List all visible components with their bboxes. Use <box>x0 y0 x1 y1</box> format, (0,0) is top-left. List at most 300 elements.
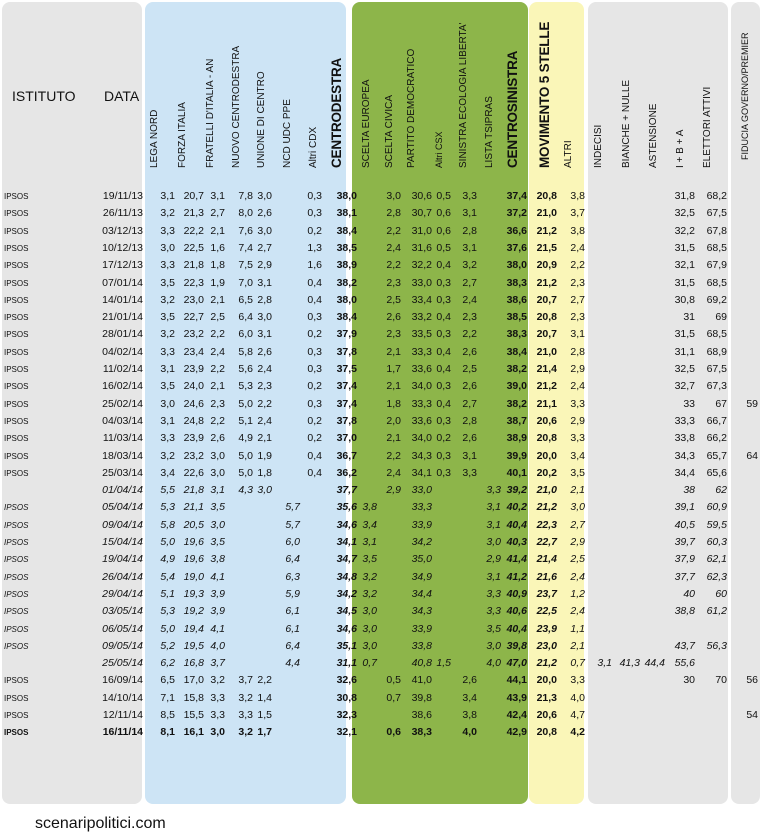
cell-value: 2,4 <box>570 380 585 393</box>
column-header <box>482 10 498 180</box>
cell-value: 2,6 <box>462 380 477 393</box>
cell-value: 0,3 <box>307 345 322 358</box>
cell-value: 38,8 <box>674 605 695 618</box>
cell-value: 3,4 <box>362 518 377 531</box>
cell-value: 60 <box>715 587 727 600</box>
cell-value: 21,0 <box>536 207 557 220</box>
cell-date: 18/03/14 <box>102 449 143 462</box>
cell-istituto: IPSOS <box>4 676 29 686</box>
cell-value: 20,6 <box>536 414 557 427</box>
column-header <box>591 10 607 180</box>
cell-value: 3,3 <box>160 432 175 445</box>
column-header-label: FORZA ITALIA <box>177 102 188 168</box>
cell-value: 62,3 <box>706 570 727 583</box>
cell-date: 07/01/14 <box>102 276 143 289</box>
cell-value: 43,7 <box>674 639 695 652</box>
cell-date: 03/12/13 <box>102 224 143 237</box>
cell-value: 2,1 <box>210 380 225 393</box>
column-header <box>537 10 553 180</box>
cell-value: 3,1 <box>160 363 175 375</box>
cell-istituto: IPSOS <box>4 416 29 426</box>
cell-value: 21,2 <box>536 224 557 237</box>
cell-value: 8,5 <box>160 709 175 721</box>
cell-istituto: IPSOS <box>4 434 29 444</box>
table-row <box>0 344 762 361</box>
cell-value: 2,7 <box>462 276 477 289</box>
cell-value: 38,4 <box>336 311 357 324</box>
cell-value: 2,4 <box>257 414 272 427</box>
cell-value: 34,1 <box>336 536 357 548</box>
cell-value: 20,7 <box>536 328 557 341</box>
cell-value: 22,2 <box>183 224 204 237</box>
cell-value: 35,6 <box>336 501 357 514</box>
cell-value: 23,9 <box>536 622 557 635</box>
cell-date: 15/04/14 <box>102 536 143 548</box>
cell-value: 21,6 <box>536 570 557 583</box>
cell-date: 09/05/14 <box>102 639 143 652</box>
cell-value: 3,1 <box>486 570 501 583</box>
table-row <box>0 309 762 326</box>
cell-value: 2,4 <box>386 466 401 479</box>
cell-value: 4,2 <box>570 726 585 739</box>
cell-date: 16/11/14 <box>102 726 143 739</box>
cell-value: 37,2 <box>506 207 527 220</box>
cell-value: 37,5 <box>336 363 357 375</box>
table-row <box>0 586 762 603</box>
cell-value: 5,0 <box>238 466 253 479</box>
cell-value: 20,2 <box>536 466 557 479</box>
cell-istituto: IPSOS <box>4 520 29 530</box>
cell-value: 23,2 <box>183 449 204 462</box>
cell-value: 4,4 <box>285 657 300 670</box>
cell-value: 22,7 <box>536 536 557 548</box>
cell-value: 0,4 <box>436 345 451 358</box>
table-row <box>0 361 762 378</box>
cell-istituto: IPSOS <box>4 728 29 738</box>
cell-value: 36,7 <box>336 449 357 462</box>
column-header-label: ASTENSIONE <box>648 103 659 168</box>
cell-value: 40,6 <box>506 605 527 618</box>
cell-value: 22,5 <box>183 241 204 254</box>
cell-value: 3,0 <box>362 622 377 635</box>
cell-istituto: IPSOS <box>4 330 29 340</box>
cell-value: 20,9 <box>536 259 557 272</box>
cell-value: 3,2 <box>210 674 225 687</box>
cell-istituto: IPSOS <box>4 451 29 461</box>
cell-value: 19,6 <box>183 553 204 566</box>
cell-value: 38 <box>683 484 695 497</box>
cell-value: 2,2 <box>462 328 477 341</box>
cell-value: 19,5 <box>183 639 204 652</box>
cell-value: 4,0 <box>462 726 477 739</box>
cell-value: 3,8 <box>462 709 477 721</box>
cell-value: 0,3 <box>436 276 451 289</box>
cell-value: 3,3 <box>486 605 501 618</box>
cell-value: 2,8 <box>257 293 272 306</box>
cell-value: 3,7 <box>238 674 253 687</box>
cell-value: 37,7 <box>336 484 357 497</box>
cell-value: 34,4 <box>674 466 695 479</box>
cell-value: 1,8 <box>210 259 225 272</box>
column-header <box>203 10 219 180</box>
cell-date: 26/11/13 <box>102 207 143 220</box>
cell-value: 2,3 <box>386 328 401 341</box>
cell-value: 21,2 <box>536 276 557 289</box>
cell-value: 37,4 <box>336 380 357 393</box>
cell-value: 3,5 <box>210 501 225 514</box>
cell-value: 60,9 <box>706 501 727 514</box>
cell-date: 25/02/14 <box>102 397 143 410</box>
cell-value: 3,1 <box>462 449 477 462</box>
cell-value: 40,8 <box>411 657 432 670</box>
cell-value: 38,4 <box>336 224 357 237</box>
cell-istituto: IPSOS <box>4 313 29 323</box>
cell-istituto: IPSOS <box>4 641 29 651</box>
cell-value: 0,2 <box>307 224 322 237</box>
cell-istituto: IPSOS <box>4 209 29 219</box>
cell-value: 4,3 <box>238 484 253 497</box>
cell-date: 26/04/14 <box>102 570 143 583</box>
cell-value: 20,8 <box>536 190 557 202</box>
cell-value: 2,8 <box>462 414 477 427</box>
cell-value: 33,4 <box>411 293 432 306</box>
cell-value: 22,5 <box>536 605 557 618</box>
cell-value: 38,3 <box>506 276 527 289</box>
cell-value: 38,1 <box>336 207 357 220</box>
table-row <box>0 672 762 689</box>
table-row <box>0 690 762 707</box>
cell-date: 14/01/14 <box>102 293 143 306</box>
cell-value: 40,5 <box>674 518 695 531</box>
cell-value: 3,0 <box>386 190 401 202</box>
cell-value: 0,4 <box>436 259 451 272</box>
cell-value: 34,6 <box>336 518 357 531</box>
cell-value: 20,7 <box>183 190 204 202</box>
cell-value: 2,3 <box>570 311 585 324</box>
cell-value: 20,8 <box>536 726 557 739</box>
column-header-label: CENTRODESTRA <box>329 57 344 168</box>
table-row <box>0 603 762 620</box>
cell-value: 41,2 <box>506 570 527 583</box>
cell-value: 35,1 <box>336 639 357 652</box>
cell-value: 2,4 <box>386 241 401 254</box>
cell-value: 5,5 <box>160 484 175 497</box>
cell-value: 0,3 <box>436 380 451 393</box>
cell-value: 0,7 <box>570 657 585 670</box>
cell-value: 4,0 <box>210 639 225 652</box>
table-row <box>0 240 762 257</box>
column-header-label: UNIONE DI CENTRO <box>256 71 267 168</box>
cell-date: 11/02/14 <box>102 363 143 375</box>
cell-value: 1,8 <box>257 466 272 479</box>
cell-value: 21,1 <box>183 501 204 514</box>
cell-value: 3,0 <box>160 397 175 410</box>
cell-value: 23,2 <box>183 328 204 341</box>
cell-value: 33,8 <box>411 639 432 652</box>
cell-istituto: IPSOS <box>4 572 29 582</box>
cell-date: 25/05/14 <box>102 657 143 670</box>
cell-value: 3,0 <box>570 501 585 514</box>
cell-value: 2,9 <box>570 536 585 548</box>
cell-value: 6,4 <box>285 553 300 566</box>
cell-value: 31,0 <box>411 224 432 237</box>
cell-value: 22,3 <box>183 276 204 289</box>
cell-value: 70 <box>715 674 727 687</box>
column-header-label: Altri CSX <box>434 131 444 168</box>
table-row <box>0 413 762 430</box>
cell-date: 14/10/14 <box>102 691 143 704</box>
cell-value: 3,1 <box>210 190 225 202</box>
table-row <box>0 292 762 309</box>
cell-value: 1,4 <box>257 691 272 704</box>
cell-value: 23,0 <box>536 639 557 652</box>
cell-value: 67 <box>715 397 727 410</box>
column-header <box>737 0 753 172</box>
column-header <box>404 10 420 180</box>
cell-value: 37,4 <box>506 190 527 202</box>
column-header-label: LEGA NORD <box>149 109 160 168</box>
cell-value: 23,7 <box>536 587 557 600</box>
cell-value: 67,8 <box>706 224 727 237</box>
cell-value: 1,6 <box>307 259 322 272</box>
cell-date: 09/04/14 <box>102 518 143 531</box>
cell-value: 2,6 <box>210 432 225 445</box>
cell-value: 32,1 <box>336 726 357 739</box>
cell-value: 23,0 <box>183 293 204 306</box>
cell-value: 2,0 <box>386 414 401 427</box>
cell-value: 3,0 <box>362 639 377 652</box>
column-header <box>673 10 689 180</box>
cell-value: 2,1 <box>386 345 401 358</box>
cell-value: 3,0 <box>486 639 501 652</box>
cell-value: 21,0 <box>536 484 557 497</box>
cell-value: 2,2 <box>386 224 401 237</box>
column-header-label: MOVIMENTO 5 STELLE <box>537 21 552 168</box>
column-header-label: PARTITO DEMOCRATICO <box>406 48 417 168</box>
cell-value: 31,6 <box>411 241 432 254</box>
cell-value: 2,1 <box>210 293 225 306</box>
cell-value: 21,8 <box>183 259 204 272</box>
cell-value: 2,2 <box>210 414 225 427</box>
cell-value: 23,9 <box>183 363 204 375</box>
cell-value: 37,9 <box>336 328 357 341</box>
cell-date: 17/12/13 <box>102 259 143 272</box>
cell-value: 42,9 <box>506 726 527 739</box>
cell-value: 39,9 <box>506 449 527 462</box>
cell-istituto: IPSOS <box>4 693 29 703</box>
cell-value: 3,5 <box>160 276 175 289</box>
cell-value: 60,3 <box>706 536 727 548</box>
cell-value: 40,4 <box>506 622 527 635</box>
cell-value: 65,6 <box>706 466 727 479</box>
cell-value: 3,0 <box>210 449 225 462</box>
cell-value: 3,2 <box>362 587 377 600</box>
column-header <box>431 10 447 180</box>
cell-value: 40 <box>683 587 695 600</box>
cell-value: 41,4 <box>506 553 527 566</box>
column-header <box>175 10 191 180</box>
column-header-label: NCD UDC PPE <box>282 99 293 168</box>
cell-value: 2,8 <box>386 207 401 220</box>
column-header <box>254 10 270 180</box>
cell-value: 0,2 <box>307 414 322 427</box>
cell-value: 3,8 <box>362 501 377 514</box>
cell-value: 0,6 <box>436 224 451 237</box>
cell-value: 38,0 <box>336 293 357 306</box>
cell-value: 1,2 <box>570 587 585 600</box>
cell-value: 41,3 <box>619 657 640 670</box>
cell-value: 0,2 <box>436 432 451 445</box>
cell-value: 20,8 <box>536 311 557 324</box>
cell-istituto: IPSOS <box>4 624 29 634</box>
cell-value: 4,0 <box>486 657 501 670</box>
cell-value: 2,8 <box>462 224 477 237</box>
cell-value: 0,2 <box>307 328 322 341</box>
cell-value: 2,1 <box>386 380 401 393</box>
cell-value: 30 <box>683 674 695 687</box>
cell-value: 38,5 <box>506 311 527 324</box>
table-row <box>0 188 762 205</box>
cell-value: 34,3 <box>411 449 432 462</box>
cell-value: 2,9 <box>386 484 401 497</box>
cell-value: 32,3 <box>336 709 357 721</box>
cell-value: 2,1 <box>570 639 585 652</box>
cell-value: 34,2 <box>336 587 357 600</box>
cell-value: 5,1 <box>238 414 253 427</box>
cell-value: 1,3 <box>307 241 322 254</box>
cell-value: 68,5 <box>706 241 727 254</box>
column-header-label: ALTRI <box>563 140 574 168</box>
cell-value: 2,5 <box>570 553 585 566</box>
cell-value: 0,3 <box>436 414 451 427</box>
column-header <box>382 10 398 180</box>
cell-value: 21,0 <box>536 345 557 358</box>
cell-value: 2,4 <box>462 293 477 306</box>
cell-value: 3,9 <box>210 605 225 618</box>
cell-istituto: IPSOS <box>4 192 29 201</box>
cell-value: 30,8 <box>336 691 357 704</box>
cell-value: 2,2 <box>386 259 401 272</box>
cell-value: 47,0 <box>506 657 527 670</box>
cell-value: 37,9 <box>674 553 695 566</box>
cell-value: 21,1 <box>536 397 557 410</box>
cell-value: 36,6 <box>506 224 527 237</box>
cell-value: 2,9 <box>570 414 585 427</box>
cell-value: 3,0 <box>257 190 272 202</box>
cell-value: 3,4 <box>570 449 585 462</box>
cell-value: 40,3 <box>506 536 527 548</box>
cell-value: 1,5 <box>257 709 272 721</box>
cell-istituto: IPSOS <box>4 468 29 478</box>
cell-value: 3,1 <box>257 328 272 341</box>
cell-value: 34,4 <box>411 587 432 600</box>
cell-value: 3,8 <box>570 190 585 202</box>
column-header-label: NUOVO CENTRODESTRA <box>231 45 242 168</box>
cell-value: 3,4 <box>160 466 175 479</box>
cell-value: 6,4 <box>285 639 300 652</box>
column-header <box>306 10 322 180</box>
cell-value: 38,0 <box>506 259 527 272</box>
cell-value: 34,9 <box>411 570 432 583</box>
cell-value: 32,5 <box>674 207 695 220</box>
cell-value: 1,7 <box>386 363 401 375</box>
cell-value: 7,5 <box>238 259 253 272</box>
column-header <box>456 10 472 180</box>
footer-site: scenaripolitici.com <box>35 815 166 832</box>
cell-value: 2,6 <box>386 311 401 324</box>
cell-value: 2,1 <box>210 224 225 237</box>
cell-value: 21,2 <box>536 501 557 514</box>
cell-value: 3,5 <box>486 622 501 635</box>
table-row <box>0 223 762 240</box>
cell-value: 3,8 <box>210 553 225 566</box>
cell-value: 3,3 <box>160 224 175 237</box>
cell-value: 3,3 <box>570 432 585 445</box>
cell-value: 0,2 <box>307 432 322 445</box>
cell-value: 34,3 <box>674 449 695 462</box>
cell-value: 38,9 <box>336 259 357 272</box>
cell-date: 04/02/14 <box>102 345 143 358</box>
cell-istituto: IPSOS <box>4 226 29 236</box>
cell-value: 37,6 <box>506 241 527 254</box>
table-row <box>0 569 762 586</box>
cell-value: 0,6 <box>386 726 401 739</box>
cell-value: 3,1 <box>486 518 501 531</box>
cell-value: 36,2 <box>336 466 357 479</box>
cell-value: 3,5 <box>160 311 175 324</box>
cell-value: 40,4 <box>506 518 527 531</box>
cell-value: 6,1 <box>285 622 300 635</box>
cell-value: 2,9 <box>486 553 501 566</box>
cell-value: 0,3 <box>307 397 322 410</box>
cell-value: 5,4 <box>160 570 175 583</box>
cell-value: 2,2 <box>210 328 225 341</box>
cell-value: 4,7 <box>570 709 585 721</box>
cell-value: 31,1 <box>336 657 357 670</box>
table-row <box>0 257 762 274</box>
cell-value: 41,0 <box>411 674 432 687</box>
cell-value: 20,0 <box>536 449 557 462</box>
cell-value: 67,5 <box>706 363 727 375</box>
cell-value: 4,9 <box>238 432 253 445</box>
cell-value: 67,9 <box>706 259 727 272</box>
cell-value: 68,5 <box>706 276 727 289</box>
cell-value: 2,7 <box>210 207 225 220</box>
column-header-label: CENTROSINISTRA <box>505 50 520 168</box>
cell-value: 0,5 <box>436 190 451 202</box>
cell-value: 5,2 <box>160 639 175 652</box>
cell-value: 19,0 <box>183 570 204 583</box>
cell-value: 30,6 <box>411 190 432 202</box>
cell-value: 39,8 <box>411 691 432 704</box>
cell-value: 4,0 <box>570 691 585 704</box>
cell-value: 34,0 <box>411 380 432 393</box>
cell-value: 2,7 <box>257 241 272 254</box>
cell-value: 2,7 <box>462 397 477 410</box>
table-row <box>0 205 762 222</box>
cell-date: 12/11/14 <box>102 709 143 721</box>
cell-value: 30,8 <box>674 293 695 306</box>
cell-value: 1,6 <box>210 241 225 254</box>
cell-value: 2,4 <box>257 363 272 375</box>
cell-value: 2,3 <box>570 276 585 289</box>
cell-value: 0,7 <box>386 691 401 704</box>
cell-value: 7,0 <box>238 276 253 289</box>
cell-value: 6,5 <box>160 674 175 687</box>
cell-value: 16,1 <box>183 726 204 739</box>
column-header <box>505 10 521 180</box>
cell-value: 38,9 <box>506 432 527 445</box>
